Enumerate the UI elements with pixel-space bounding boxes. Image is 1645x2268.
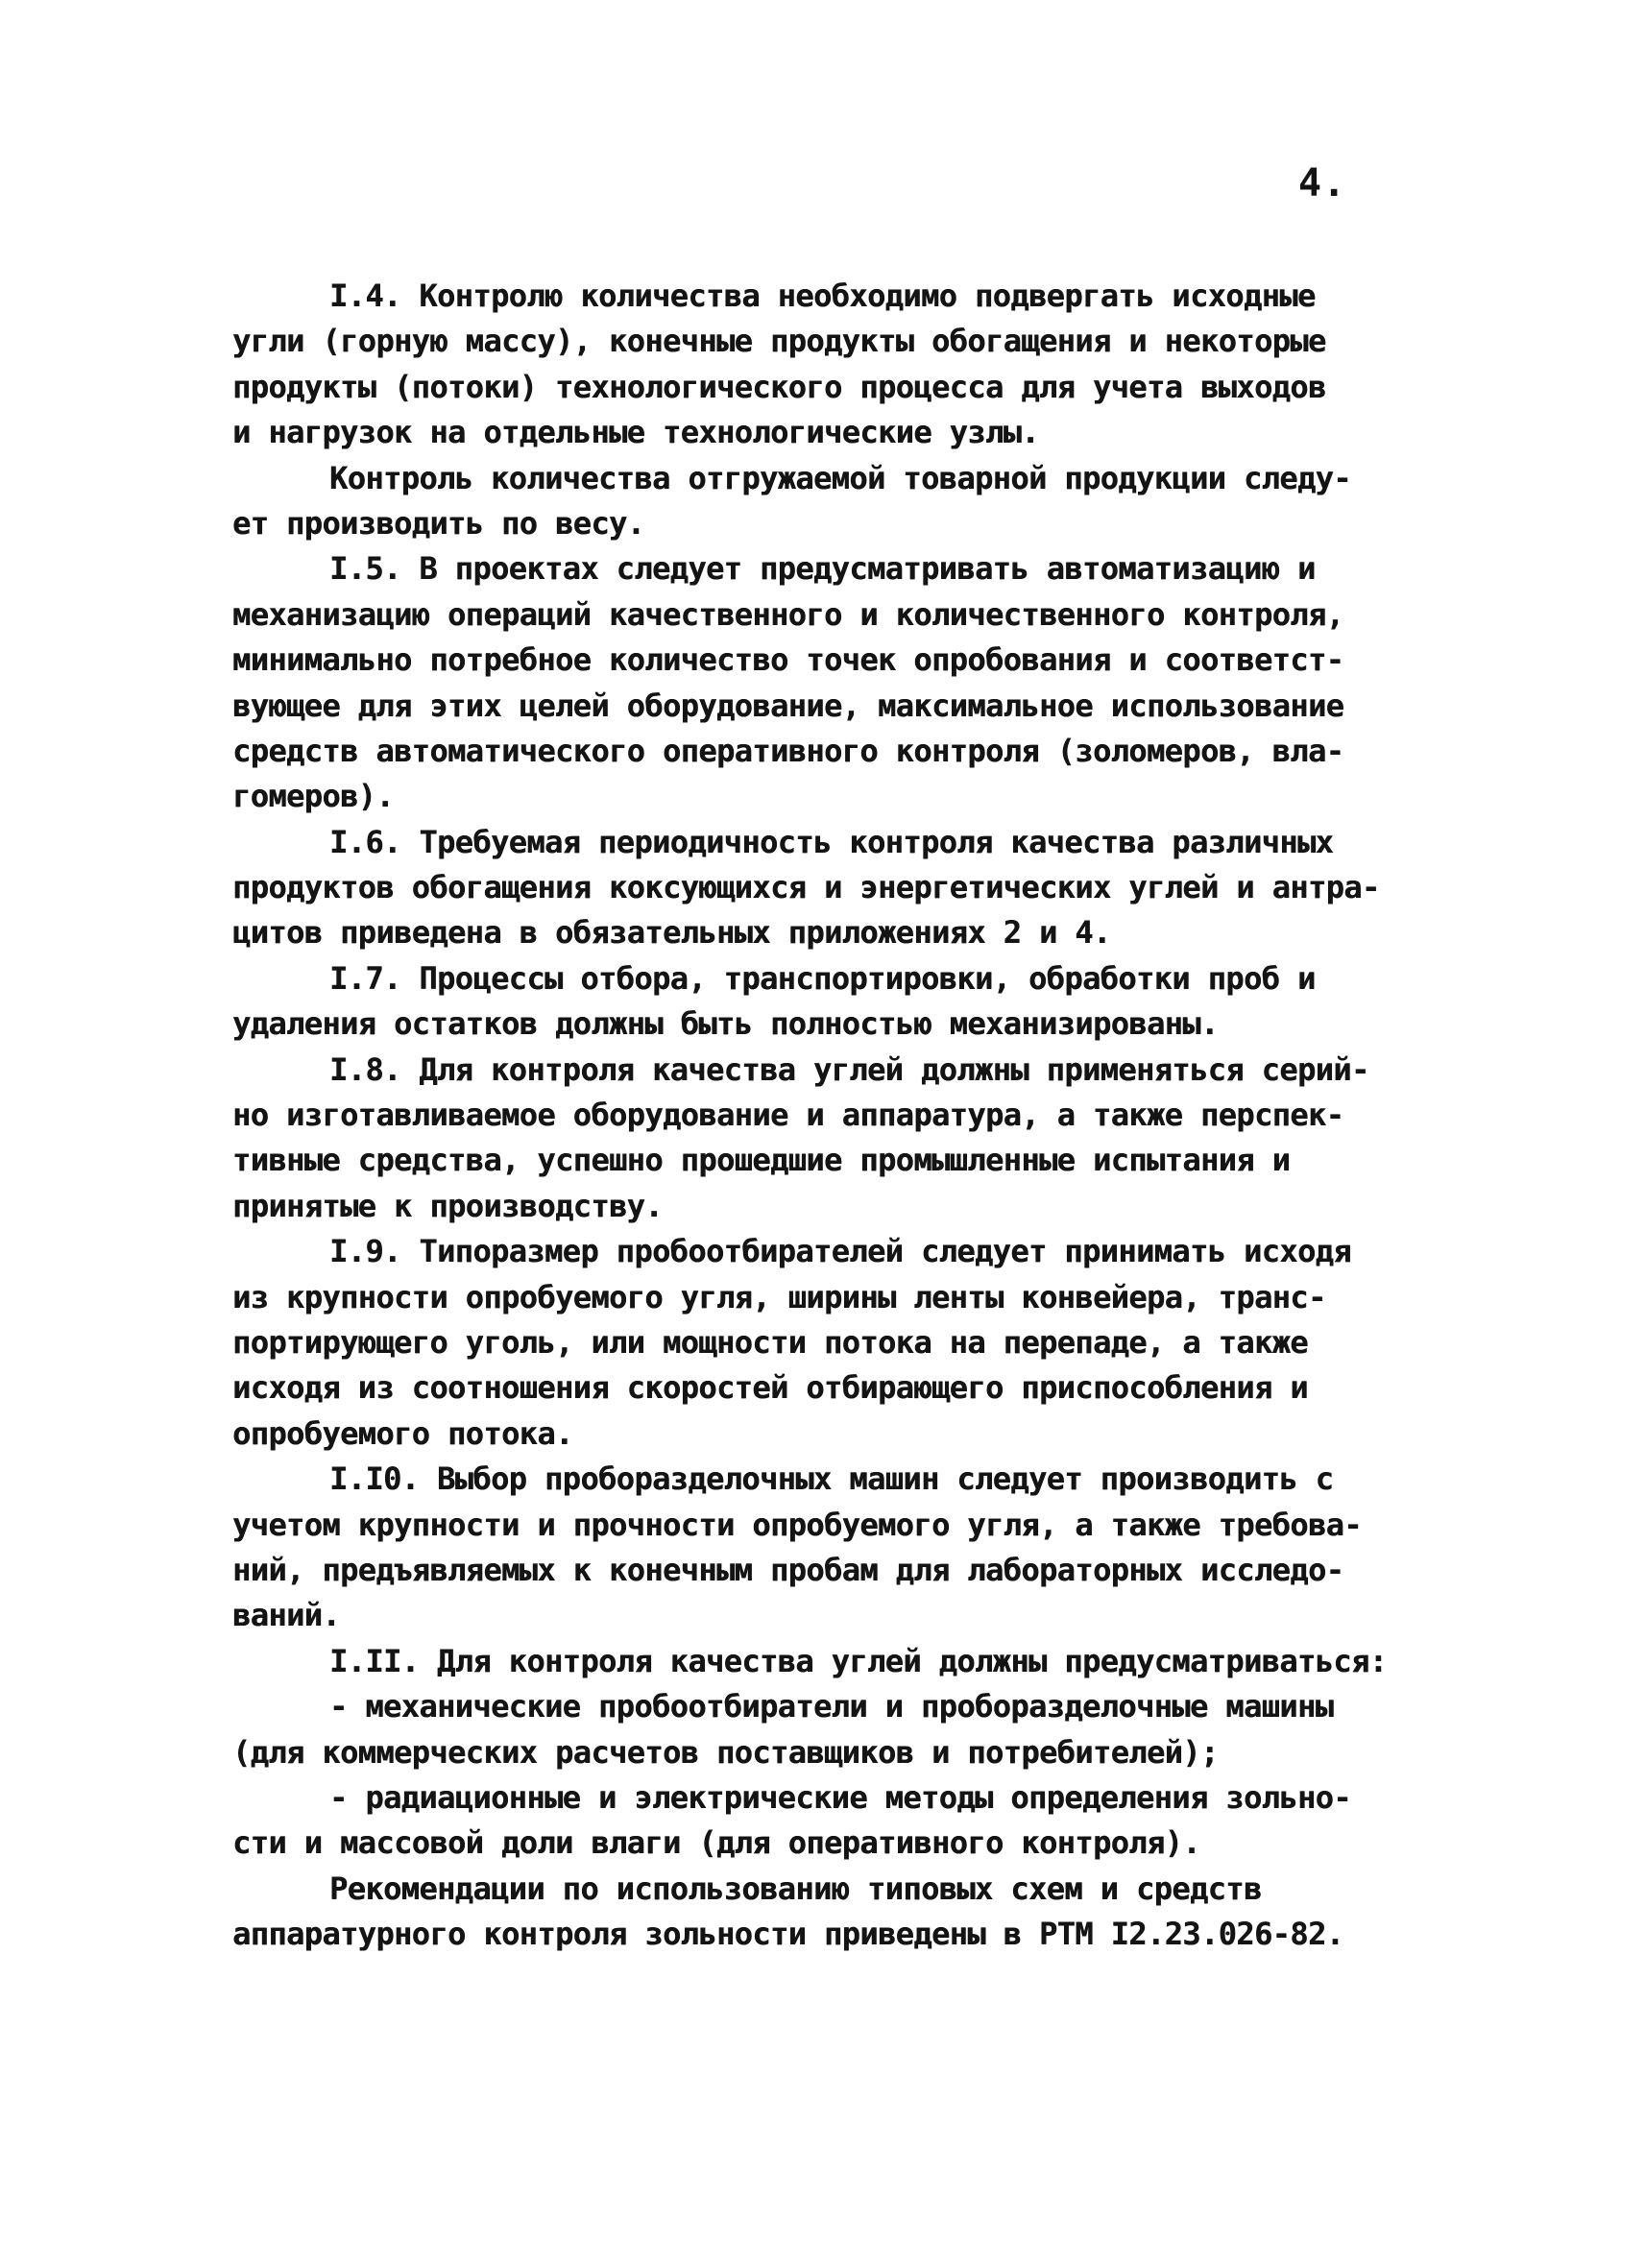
text-line: продуктов обогащения коксующихся и энергетических углей и антра- [232,869,1380,906]
text-line: сти и массовой доли влаги (для оперативного контроля). [232,1824,1200,1862]
page-number: 4. [1298,161,1347,205]
text-line: опробуемого потока. [232,1414,573,1452]
text-line: I.4. Контролю количества необходимо подвергать исходные [329,277,1316,314]
text-line: I.7. Процессы отбора, транспортировки, обработки проб и [329,959,1316,997]
body-text [232,274,1452,1957]
text-line: но изготавливаемое оборудование и аппаратура, а также перспек- [232,1097,1344,1134]
text-line: минимально потребное количество точек опробования и соответст- [232,641,1344,679]
text-line: I.6. Требуемая периодичность контроля качества различных [329,823,1334,860]
text-line: портирующего уголь, или мощности потока на перепаде, а также [232,1323,1308,1361]
text-line: I.9. Типоразмер пробоотбирателей следует принимать исходя [329,1233,1351,1270]
text-line: из крупности опробуемого угля, ширины ленты конвейера, транс- [232,1278,1326,1315]
text-line: I.8. Для контроля качества углей должны применяться серий- [329,1050,1369,1088]
text-line: Контроль количества отгружаемой товарной продукции следу- [329,459,1351,496]
text-line: ет производить по весу. [232,504,645,542]
text-line: исходя из соотношения скоростей отбирающего приспособления и [232,1369,1308,1407]
text-line: тивные средства, успешно прошедшие промышленные испытания и [232,1142,1291,1179]
text-line: угли (горную массу), конечные продукты обогащения и некоторые [232,323,1326,360]
text-line: - радиационные и электрические методы определения зольно- [329,1778,1351,1816]
text-line: продукты (потоки) технологического процесса для учета выходов [232,368,1326,405]
text-line: цитов приведена в обязательных приложениях 2 и 4. [232,914,1111,952]
text-line: ний, предъявляемых к конечным пробам для лабораторных исследо- [232,1551,1344,1588]
text-line: аппаратурного контроля зольности приведены в РТМ I2.23.026-82. [232,1916,1344,1953]
text-line: I.II. Для контроля качества углей должны предусматриваться: [329,1642,1388,1679]
text-line: ваний. [232,1597,340,1634]
text-line: средств автоматического оперативного контроля (золомеров, вла- [232,732,1344,769]
text-line: учетом крупности и прочности опробуемого угля, а также требова- [232,1506,1362,1543]
text-line: принятые к производству. [232,1187,663,1224]
text-line: и нагрузок на отдельные технологические узлы. [232,414,1039,451]
text-line: гомеров). [232,778,394,815]
text-line: Рекомендации по использованию типовых схем и средств [329,1870,1262,1907]
text-line: I.I0. Выбор проборазделочных машин следует производить с [329,1460,1334,1498]
text-line: вующее для этих целей оборудование, максимальное использование [232,687,1344,724]
text-line: (для коммерческих расчетов поставщиков и потребителей); [232,1733,1219,1771]
text-line: - механические пробоотбиратели и проборазделочные машины [329,1688,1334,1725]
text-line: механизацию операций качественного и количественного контроля, [232,595,1344,633]
text-line: I.5. В проектах следует предусматривать автоматизацию и [329,550,1316,588]
text-line: удаления остатков должны быть полностью механизированы. [232,1005,1219,1043]
